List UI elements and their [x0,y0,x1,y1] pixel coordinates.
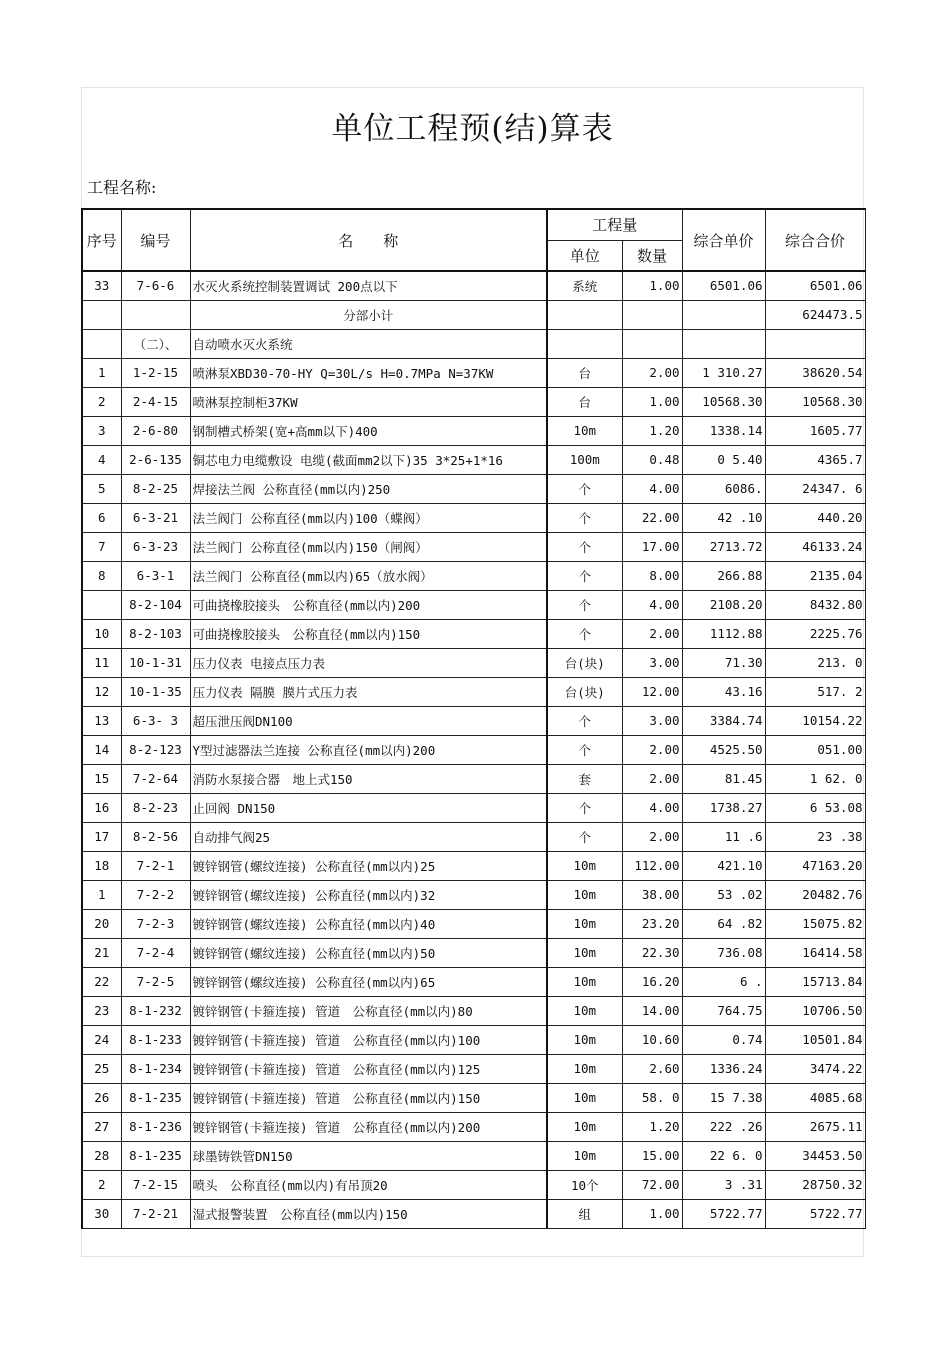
cell-qty: 1.00 [622,1199,682,1228]
cell-unit: 10m [547,1112,622,1141]
cell-code: 10-1-31 [121,648,190,677]
cell-name: 超压泄压阀DN100 [190,706,547,735]
cell-unit-price: 64 .82 [682,909,765,938]
cell-unit-price: 1338.14 [682,416,765,445]
cell-unit-price [682,300,765,329]
cell-qty: 2.00 [622,822,682,851]
cell-seq: 2 [82,1170,121,1199]
cell-name: 钢制槽式桥架(宽+高mm以下)400 [190,416,547,445]
table-row [82,1112,865,1141]
cell-code [121,300,190,329]
table-row [82,387,865,416]
cell-name: 镀锌钢管(螺纹连接) 公称直径(mm以内)50 [190,938,547,967]
cell-unit-price: 1112.88 [682,619,765,648]
cell-qty: 4.00 [622,793,682,822]
cell-total: 20482.76 [765,880,865,909]
table-row [82,1199,865,1228]
cell-name: 分部小计 [190,300,547,329]
cell-unit-price: 1336.24 [682,1054,765,1083]
cell-seq [82,590,121,619]
cell-unit-price: 53 .02 [682,880,765,909]
table-body [82,271,865,1228]
cell-total: 6 53.08 [765,793,865,822]
cell-name: 自动喷水灭火系统 [190,329,547,358]
cell-name: 可曲挠橡胶接头 公称直径(mm以内)200 [190,590,547,619]
table-row [82,445,865,474]
cell-code: 8-1-232 [121,996,190,1025]
cell-seq: 20 [82,909,121,938]
cell-unit-price: 2108.20 [682,590,765,619]
table-row [82,300,865,329]
table-row [82,851,865,880]
cell-qty: 1.20 [622,1112,682,1141]
table-row [82,329,865,358]
cell-unit-price [682,329,765,358]
cell-unit-price: 0.74 [682,1025,765,1054]
table-row [82,822,865,851]
cell-name: 镀锌钢管(卡箍连接) 管道 公称直径(mm以内)150 [190,1083,547,1112]
cell-seq: 1 [82,358,121,387]
cell-unit: 个 [547,532,622,561]
table-row [82,561,865,590]
cell-name: 喷淋泵控制柜37KW [190,387,547,416]
cell-code: 8-2-56 [121,822,190,851]
cell-name: 喷头 公称直径(mm以内)有吊顶20 [190,1170,547,1199]
cell-seq: 21 [82,938,121,967]
cell-unit-price: 3 .31 [682,1170,765,1199]
cell-total: 440.20 [765,503,865,532]
cell-unit: 10m [547,1054,622,1083]
cell-code: 7-6-6 [121,271,190,300]
cell-qty: 72.00 [622,1170,682,1199]
table-row [82,909,865,938]
cell-unit: 10m [547,909,622,938]
cell-unit: 个 [547,503,622,532]
cell-seq: 15 [82,764,121,793]
cell-unit-price: 421.10 [682,851,765,880]
cell-total: 15075.82 [765,909,865,938]
cell-code: 7-2-3 [121,909,190,938]
cell-code: 7-2-1 [121,851,190,880]
cell-total: 24347. 6 [765,474,865,503]
cell-total: 47163.20 [765,851,865,880]
cell-qty: 2.00 [622,764,682,793]
cell-qty: 2.00 [622,735,682,764]
cell-code: （二）、 [121,329,190,358]
cell-name: 镀锌钢管(卡箍连接) 管道 公称直径(mm以内)100 [190,1025,547,1054]
cell-unit: 个 [547,619,622,648]
cell-unit: 台(块) [547,648,622,677]
cell-seq: 23 [82,996,121,1025]
cell-unit-price: 22 6. 0 [682,1141,765,1170]
cell-seq: 25 [82,1054,121,1083]
cell-total [765,329,865,358]
cell-name: Y型过滤器法兰连接 公称直径(mm以内)200 [190,735,547,764]
cell-name: 压力仪表 隔膜 膜片式压力表 [190,677,547,706]
cell-unit: 10m [547,938,622,967]
cell-code: 7-2-5 [121,967,190,996]
table-row [82,677,865,706]
cell-qty: 3.00 [622,648,682,677]
cell-code: 8-2-23 [121,793,190,822]
cell-name: 消防水泵接合器 地上式150 [190,764,547,793]
cell-unit: 台 [547,387,622,416]
header-seq: 序号 [82,209,121,271]
cell-seq: 24 [82,1025,121,1054]
cell-total: 15713.84 [765,967,865,996]
cell-unit-price: 764.75 [682,996,765,1025]
cell-total: 2135.04 [765,561,865,590]
cell-qty [622,329,682,358]
cell-code: 10-1-35 [121,677,190,706]
cell-qty: 8.00 [622,561,682,590]
cell-qty: 16.20 [622,967,682,996]
cell-code: 7-2-15 [121,1170,190,1199]
cell-total: 16414.58 [765,938,865,967]
cell-unit: 10个 [547,1170,622,1199]
cell-seq [82,329,121,358]
table-row [82,706,865,735]
cell-name: 镀锌钢管(卡箍连接) 管道 公称直径(mm以内)200 [190,1112,547,1141]
cell-unit: 组 [547,1199,622,1228]
cell-total: 1605.77 [765,416,865,445]
header-unit: 单位 [547,240,622,271]
header-qty: 数量 [622,240,682,271]
table-row [82,619,865,648]
cell-total: 517. 2 [765,677,865,706]
estimate-table [81,208,866,1229]
cell-qty: 15.00 [622,1141,682,1170]
cell-unit: 10m [547,1141,622,1170]
cell-total: 10568.30 [765,387,865,416]
header-total: 综合合价 [765,209,865,271]
cell-total: 5722.77 [765,1199,865,1228]
cell-code: 6-3-23 [121,532,190,561]
cell-total: 4365.7 [765,445,865,474]
cell-seq: 8 [82,561,121,590]
cell-qty: 58. 0 [622,1083,682,1112]
cell-unit-price: 81.45 [682,764,765,793]
cell-unit-price: 1 310.27 [682,358,765,387]
table-row [82,764,865,793]
table-row [82,648,865,677]
cell-unit-price: 266.88 [682,561,765,590]
cell-seq: 7 [82,532,121,561]
cell-unit-price: 43.16 [682,677,765,706]
cell-qty [622,300,682,329]
cell-seq: 14 [82,735,121,764]
cell-total: 10501.84 [765,1025,865,1054]
cell-unit-price: 10568.30 [682,387,765,416]
cell-total: 1 62. 0 [765,764,865,793]
table-row [82,416,865,445]
cell-code: 6-3- 3 [121,706,190,735]
cell-seq: 10 [82,619,121,648]
cell-code: 8-1-234 [121,1054,190,1083]
cell-unit: 个 [547,793,622,822]
cell-name: 镀锌钢管(螺纹连接) 公称直径(mm以内)65 [190,967,547,996]
cell-name: 可曲挠橡胶接头 公称直径(mm以内)150 [190,619,547,648]
cell-qty: 2.00 [622,619,682,648]
cell-qty: 0.48 [622,445,682,474]
cell-seq: 13 [82,706,121,735]
cell-total: 2675.11 [765,1112,865,1141]
cell-name: 自动排气阀25 [190,822,547,851]
cell-unit-price: 0 5.40 [682,445,765,474]
cell-unit: 100m [547,445,622,474]
cell-name: 镀锌钢管(卡箍连接) 管道 公称直径(mm以内)125 [190,1054,547,1083]
cell-code: 8-1-236 [121,1112,190,1141]
cell-unit: 台 [547,358,622,387]
cell-unit-price: 4525.50 [682,735,765,764]
cell-name: 湿式报警装置 公称直径(mm以内)150 [190,1199,547,1228]
table-row [82,1170,865,1199]
cell-seq: 6 [82,503,121,532]
cell-code: 2-4-15 [121,387,190,416]
cell-code: 8-2-104 [121,590,190,619]
cell-unit: 10m [547,880,622,909]
cell-name: 球墨铸铁管DN150 [190,1141,547,1170]
cell-seq: 26 [82,1083,121,1112]
cell-code: 8-1-235 [121,1141,190,1170]
cell-qty: 17.00 [622,532,682,561]
cell-name: 水灭火系统控制装置调试 200点以下 [190,271,547,300]
cell-total: 2225.76 [765,619,865,648]
cell-total: 10154.22 [765,706,865,735]
cell-code: 8-2-103 [121,619,190,648]
cell-unit: 个 [547,706,622,735]
cell-unit: 10m [547,1025,622,1054]
table-row [82,590,865,619]
table-row [82,1025,865,1054]
cell-unit: 个 [547,735,622,764]
cell-qty: 1.00 [622,271,682,300]
cell-unit-price: 15 7.38 [682,1083,765,1112]
page-title: 单位工程预(结)算表 [331,111,614,147]
cell-unit: 个 [547,561,622,590]
cell-seq: 5 [82,474,121,503]
cell-unit-price: 11 .6 [682,822,765,851]
cell-code: 1-2-15 [121,358,190,387]
cell-unit: 台(块) [547,677,622,706]
cell-unit-price: 6086. [682,474,765,503]
cell-qty: 2.60 [622,1054,682,1083]
cell-unit-price: 736.08 [682,938,765,967]
cell-name: 镀锌钢管(卡箍连接) 管道 公称直径(mm以内)80 [190,996,547,1025]
table-row [82,503,865,532]
cell-name: 喷淋泵XBD30-70-HY Q=30L/s H=0.7MPa N=37KW [190,358,547,387]
cell-qty: 4.00 [622,590,682,619]
cell-code: 2-6-80 [121,416,190,445]
cell-unit-price: 222 .26 [682,1112,765,1141]
header-unit-price: 综合单价 [682,209,765,271]
cell-code: 7-2-4 [121,938,190,967]
header-quantity-group: 工程量 [547,209,682,240]
cell-unit [547,329,622,358]
table-row [82,358,865,387]
header-code: 编号 [121,209,190,271]
cell-unit: 个 [547,822,622,851]
cell-name: 镀锌钢管(螺纹连接) 公称直径(mm以内)40 [190,909,547,938]
cell-seq: 22 [82,967,121,996]
cell-total: 3474.22 [765,1054,865,1083]
cell-total: 624473.5 [765,300,865,329]
cell-unit: 10m [547,996,622,1025]
cell-code: 7-2-64 [121,764,190,793]
cell-seq: 33 [82,271,121,300]
cell-seq: 11 [82,648,121,677]
table-row [82,532,865,561]
cell-name: 焊接法兰阀 公称直径(mm以内)250 [190,474,547,503]
cell-unit-price: 42 .10 [682,503,765,532]
cell-code: 6-3-21 [121,503,190,532]
cell-seq: 3 [82,416,121,445]
cell-seq: 30 [82,1199,121,1228]
cell-code: 6-3-1 [121,561,190,590]
cell-unit [547,300,622,329]
cell-total: 28750.32 [765,1170,865,1199]
cell-total: 213. 0 [765,648,865,677]
cell-unit-price: 71.30 [682,648,765,677]
cell-name: 压力仪表 电接点压力表 [190,648,547,677]
cell-code: 8-1-235 [121,1083,190,1112]
cell-unit-price: 2713.72 [682,532,765,561]
cell-total: 6501.06 [765,271,865,300]
cell-seq: 16 [82,793,121,822]
cell-unit: 个 [547,474,622,503]
cell-seq: 12 [82,677,121,706]
table-row [82,474,865,503]
cell-seq: 28 [82,1141,121,1170]
cell-unit-price: 1738.27 [682,793,765,822]
cell-total: 4085.68 [765,1083,865,1112]
cell-unit: 个 [547,590,622,619]
table-row [82,735,865,764]
cell-qty: 12.00 [622,677,682,706]
cell-unit-price: 6 . [682,967,765,996]
cell-qty: 14.00 [622,996,682,1025]
cell-name: 止回阀 DN150 [190,793,547,822]
cell-qty: 2.00 [622,358,682,387]
cell-qty: 3.00 [622,706,682,735]
table-row [82,938,865,967]
cell-unit: 10m [547,851,622,880]
cell-qty: 23.20 [622,909,682,938]
cell-seq: 1 [82,880,121,909]
cell-code: 2-6-135 [121,445,190,474]
cell-unit: 10m [547,416,622,445]
cell-name: 铜芯电力电缆敷设 电缆(截面mm2以下)35 3*25+1*16 [190,445,547,474]
cell-seq: 27 [82,1112,121,1141]
cell-unit-price: 5722.77 [682,1199,765,1228]
cell-total: 34453.50 [765,1141,865,1170]
table-row [82,793,865,822]
cell-unit: 系统 [547,271,622,300]
table-row [82,1054,865,1083]
cell-qty: 38.00 [622,880,682,909]
cell-seq: 18 [82,851,121,880]
cell-total: 8432.80 [765,590,865,619]
table-row [82,1141,865,1170]
cell-unit-price: 3384.74 [682,706,765,735]
cell-seq [82,300,121,329]
cell-qty: 10.60 [622,1025,682,1054]
cell-total: 051.00 [765,735,865,764]
cell-qty: 22.00 [622,503,682,532]
cell-code: 7-2-21 [121,1199,190,1228]
cell-name: 法兰阀门 公称直径(mm以内)150（闸阀） [190,532,547,561]
cell-name: 法兰阀门 公称直径(mm以内)65（放水阀） [190,561,547,590]
cell-total: 38620.54 [765,358,865,387]
project-name-label: 工程名称: [87,178,157,197]
cell-total: 46133.24 [765,532,865,561]
cell-code: 8-2-25 [121,474,190,503]
header-name: 名 称 [190,209,547,271]
cell-seq: 17 [82,822,121,851]
cell-qty: 22.30 [622,938,682,967]
cell-unit: 10m [547,967,622,996]
cell-qty: 1.00 [622,387,682,416]
cell-name: 镀锌钢管(螺纹连接) 公称直径(mm以内)32 [190,880,547,909]
cell-code: 7-2-2 [121,880,190,909]
cell-total: 23 .38 [765,822,865,851]
cell-seq: 4 [82,445,121,474]
table-row [82,996,865,1025]
table-row [82,967,865,996]
table-row [82,880,865,909]
cell-unit: 套 [547,764,622,793]
cell-name: 法兰阀门 公称直径(mm以内)100（蝶阀） [190,503,547,532]
cell-unit: 10m [547,1083,622,1112]
table-row [82,1083,865,1112]
cell-qty: 112.00 [622,851,682,880]
cell-total: 10706.50 [765,996,865,1025]
cell-seq: 2 [82,387,121,416]
cell-qty: 1.20 [622,416,682,445]
cell-name: 镀锌钢管(螺纹连接) 公称直径(mm以内)25 [190,851,547,880]
cell-qty: 4.00 [622,474,682,503]
cell-code: 8-1-233 [121,1025,190,1054]
table-row [82,271,865,300]
cell-unit-price: 6501.06 [682,271,765,300]
cell-code: 8-2-123 [121,735,190,764]
